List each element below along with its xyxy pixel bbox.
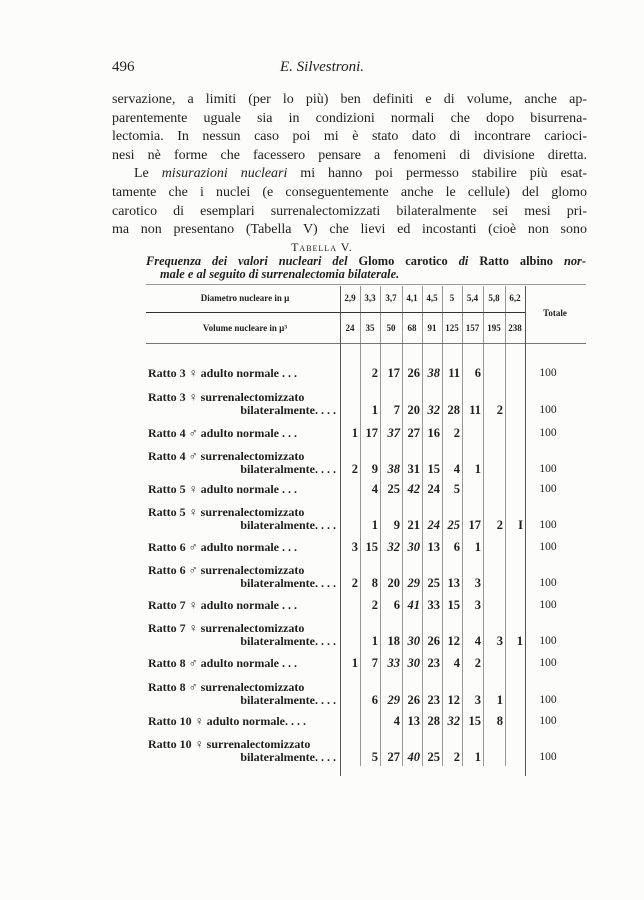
cell-value: 4 — [453, 656, 460, 670]
row-label: Ratto 7 ♀ adulto normale . . . — [148, 598, 297, 612]
cell-value: 6 — [474, 366, 481, 380]
cell-value: 25 — [387, 482, 400, 496]
cell-value: 32 — [427, 403, 440, 417]
row-total: 100 — [539, 367, 557, 379]
row-label: Ratto 10 ♀ surrenalectomizzato — [148, 737, 311, 751]
text-line: servazione, a limiti (per lo più) ben definiti e di volume, anche ap- — [112, 92, 587, 107]
caption-text: Ratto albino — [479, 254, 564, 268]
cell-value: 6 — [371, 693, 378, 707]
cell-value: 2 — [496, 403, 503, 417]
text-line: carotico di esemplari surrenalectomizzati bilateralmente sei mesi pri- — [112, 203, 587, 219]
volume-value: 238 — [508, 323, 522, 333]
cell-value: 2 — [371, 598, 378, 612]
cell-value: 27 — [387, 750, 400, 764]
row-label: Ratto 10 ♀ adulto normale. . . . — [148, 714, 306, 728]
cell-value: 1 — [474, 540, 481, 554]
cell-value: 37 — [387, 426, 400, 440]
cell-value: 4 — [474, 634, 481, 648]
cell-value: 1 — [516, 634, 523, 648]
cell-value: 21 — [407, 518, 420, 532]
cell-value: 15 — [365, 540, 378, 554]
row-label: Ratto 8 ♂ surrenalectomizzato — [148, 680, 305, 694]
row-label: Ratto 5 ♀ surrenalectomizzato — [148, 505, 305, 519]
volume-label: Volume nucleare in µ³ — [202, 323, 288, 333]
cell-value: 40 — [407, 750, 420, 764]
caption-text: male e al seguito di surrenalectomia bilaterale. — [160, 267, 400, 281]
volume-value: 68 — [407, 323, 417, 333]
caption-text: di — [458, 254, 480, 268]
diameter-value: 2,9 — [344, 293, 356, 303]
cell-value: 17 — [468, 518, 481, 532]
cell-value: 13 — [447, 576, 460, 590]
cell-value: 2 — [351, 576, 358, 590]
cell-value: 25 — [427, 750, 440, 764]
row-total: 100 — [539, 541, 557, 553]
row-label: Ratto 5 ♀ adulto normale . . . — [148, 482, 297, 496]
cell-value: 4 — [453, 462, 460, 476]
row-label: bilateralmente. . . . — [240, 693, 336, 707]
cell-value: 24 — [427, 482, 440, 496]
row-total: 100 — [539, 715, 557, 727]
cell-value: 32 — [387, 540, 400, 554]
cell-value: 3 — [474, 598, 481, 612]
cell-value: 2 — [371, 366, 378, 380]
cell-value: 38 — [387, 462, 400, 476]
cell-value: 24 — [427, 518, 440, 532]
cell-value: 23 — [427, 693, 440, 707]
cell-value: 5 — [371, 750, 378, 764]
cell-value: 30 — [407, 656, 420, 670]
cell-value: 23 — [427, 656, 440, 670]
cell-value: 30 — [407, 634, 420, 648]
cell-value: 2 — [496, 518, 503, 532]
row-label: Ratto 4 ♂ surrenalectomizzato — [148, 449, 305, 463]
row-label: bilateralmente. . . . — [240, 576, 336, 590]
row-label: bilateralmente. . . . — [240, 518, 336, 532]
cell-value: 2 — [474, 656, 481, 670]
cell-value: 41 — [407, 598, 420, 612]
row-label: Ratto 3 ♀ adulto normale . . . — [148, 366, 297, 380]
cell-value: 1 — [496, 693, 503, 707]
cell-value: 26 — [407, 693, 420, 707]
row-label: Ratto 6 ♂ adulto normale . . . — [148, 540, 297, 554]
cell-value: 1 — [371, 403, 378, 417]
cell-value: 11 — [469, 403, 481, 417]
row-label: Ratto 3 ♀ surrenalectomizzato — [148, 390, 305, 404]
cell-value: 1 — [371, 634, 378, 648]
text: Le — [134, 166, 162, 182]
cell-value: 3 — [351, 540, 358, 554]
text-line: nesi nè forme che facessero pensare a fenomeni di divisione diretta. — [112, 147, 587, 163]
rule — [146, 284, 586, 285]
cell-value: 7 — [393, 403, 400, 417]
caption-text: Frequenza dei valori nucleari del — [146, 254, 359, 268]
text: mi hanno poi permesso stabilire più esat- — [287, 166, 587, 182]
cell-value: 17 — [387, 366, 400, 380]
cell-value: 12 — [447, 693, 460, 707]
caption-text: nor- — [563, 254, 586, 268]
text-line — [112, 165, 587, 184]
cell-value: 9 — [393, 518, 400, 532]
cell-value: 30 — [407, 540, 420, 554]
diameter-value: 4,1 — [406, 293, 418, 303]
volume-value: 24 — [345, 323, 355, 333]
column-rule — [340, 286, 341, 776]
row-total: 100 — [539, 519, 557, 531]
text-line: lectomia. In nessun caso poi mi è stato dato di incontrare carioci- — [112, 129, 587, 145]
cell-value: 20 — [387, 576, 400, 590]
cell-value: 25 — [447, 518, 460, 532]
row-total: 100 — [539, 599, 557, 611]
row-label: bilateralmente. . . . — [240, 403, 336, 417]
row-label: bilateralmente. . . . — [240, 462, 336, 476]
row-label: bilateralmente. . . . — [240, 634, 336, 648]
row-total: 100 — [539, 751, 557, 763]
cell-value: 15 — [447, 598, 460, 612]
row-label: Ratto 8 ♂ adulto normale . . . — [148, 656, 297, 670]
running-head: E. Silvestroni. — [279, 59, 365, 75]
table-caption — [146, 255, 586, 281]
cell-value: 7 — [371, 656, 378, 670]
cell-value: 8 — [496, 714, 503, 728]
cell-value: 31 — [407, 462, 420, 476]
cell-value: I — [518, 518, 523, 532]
cell-value: 1 — [474, 462, 481, 476]
cell-value: 6 — [453, 540, 460, 554]
row-total: 100 — [539, 577, 557, 589]
volume-value: 195 — [487, 323, 501, 333]
cell-value: 33 — [387, 656, 400, 670]
column-rule — [483, 286, 484, 766]
cell-value: 32 — [447, 714, 460, 728]
cell-value: 16 — [427, 426, 440, 440]
cell-value: 6 — [393, 598, 400, 612]
cell-value: 28 — [447, 403, 460, 417]
row-label: bilateralmente. . . . — [240, 750, 336, 764]
cell-value: 25 — [427, 576, 440, 590]
cell-value: 1 — [474, 750, 481, 764]
row-total: 100 — [539, 694, 557, 706]
cell-value: 9 — [371, 462, 378, 476]
row-total: 100 — [539, 657, 557, 669]
row-total: 100 — [539, 404, 557, 416]
diameter-value: 3,3 — [364, 293, 376, 303]
volume-value: 50 — [386, 323, 396, 333]
emphasis: misurazioni nucleari — [161, 166, 288, 182]
row-label: Ratto 6 ♂ surrenalectomizzato — [148, 563, 305, 577]
cell-value: 15 — [427, 462, 440, 476]
volume-value: 157 — [465, 323, 480, 333]
cell-value: 13 — [407, 714, 420, 728]
diameter-label: Diametro nucleare in µ — [200, 293, 290, 303]
row-total: 100 — [539, 463, 557, 475]
volume-value: 91 — [427, 323, 437, 333]
cell-value: 18 — [387, 634, 400, 648]
cell-value: 2 — [453, 750, 460, 764]
cell-value: 29 — [387, 693, 400, 707]
diameter-value: 6,2 — [509, 293, 521, 303]
cell-value: 2 — [351, 462, 358, 476]
diameter-value: 5 — [449, 293, 455, 303]
cell-value: 5 — [453, 482, 460, 496]
cell-value: 2 — [453, 426, 460, 440]
cell-value: 4 — [393, 714, 400, 728]
cell-value: 1 — [351, 656, 358, 670]
cell-value: 29 — [407, 576, 420, 590]
page-number: 496 — [112, 59, 135, 75]
rule — [146, 343, 586, 344]
diameter-value: 3,7 — [385, 293, 397, 303]
cell-value: 3 — [496, 634, 503, 648]
cell-value: 4 — [371, 482, 378, 496]
cell-value: 26 — [427, 634, 440, 648]
cell-value: 12 — [447, 634, 460, 648]
row-total: 100 — [539, 635, 557, 647]
cell-value: 15 — [468, 714, 481, 728]
cell-value: 42 — [407, 482, 420, 496]
row-total: 100 — [539, 483, 557, 495]
total-label: Totale — [543, 308, 567, 318]
row-total: 100 — [539, 427, 557, 439]
cell-value: 26 — [407, 366, 420, 380]
cell-value: 38 — [427, 366, 440, 380]
text-line: parentemente uguale sia in condizioni normali che dopo bisurrena- — [112, 110, 587, 126]
column-rule — [525, 286, 526, 776]
table-title: Tabella V. — [291, 240, 353, 254]
cell-value: 20 — [407, 403, 420, 417]
cell-value: 17 — [365, 426, 378, 440]
cell-value: 11 — [448, 366, 460, 380]
cell-value: 13 — [427, 540, 440, 554]
row-label: Ratto 7 ♀ surrenalectomizzato — [148, 621, 305, 635]
text-line: tamente che i nuclei (e conseguentemente anche le cellule) del glomo — [112, 184, 587, 200]
cell-value: 8 — [371, 576, 378, 590]
diameter-value: 5,8 — [488, 293, 500, 303]
row-label: Ratto 4 ♂ adulto normale . . . — [148, 426, 297, 440]
cell-value: 1 — [371, 518, 378, 532]
cell-value: 33 — [427, 598, 440, 612]
diameter-value: 4,5 — [426, 293, 438, 303]
rule — [146, 312, 526, 313]
cell-value: 27 — [407, 426, 420, 440]
column-rule — [380, 286, 381, 766]
cell-value: 1 — [351, 426, 358, 440]
diameter-value: 5,4 — [466, 293, 479, 303]
cell-value: 28 — [427, 714, 440, 728]
volume-value: 35 — [365, 323, 375, 333]
text-line: ma non presentano (Tabella V) che lievi ed incostanti (cioè non sono — [112, 222, 587, 238]
volume-value: 125 — [445, 323, 459, 333]
caption-text: Glomo carotico — [358, 254, 459, 268]
body-text — [112, 91, 587, 240]
cell-value: 3 — [474, 693, 481, 707]
cell-value: 3 — [474, 576, 481, 590]
